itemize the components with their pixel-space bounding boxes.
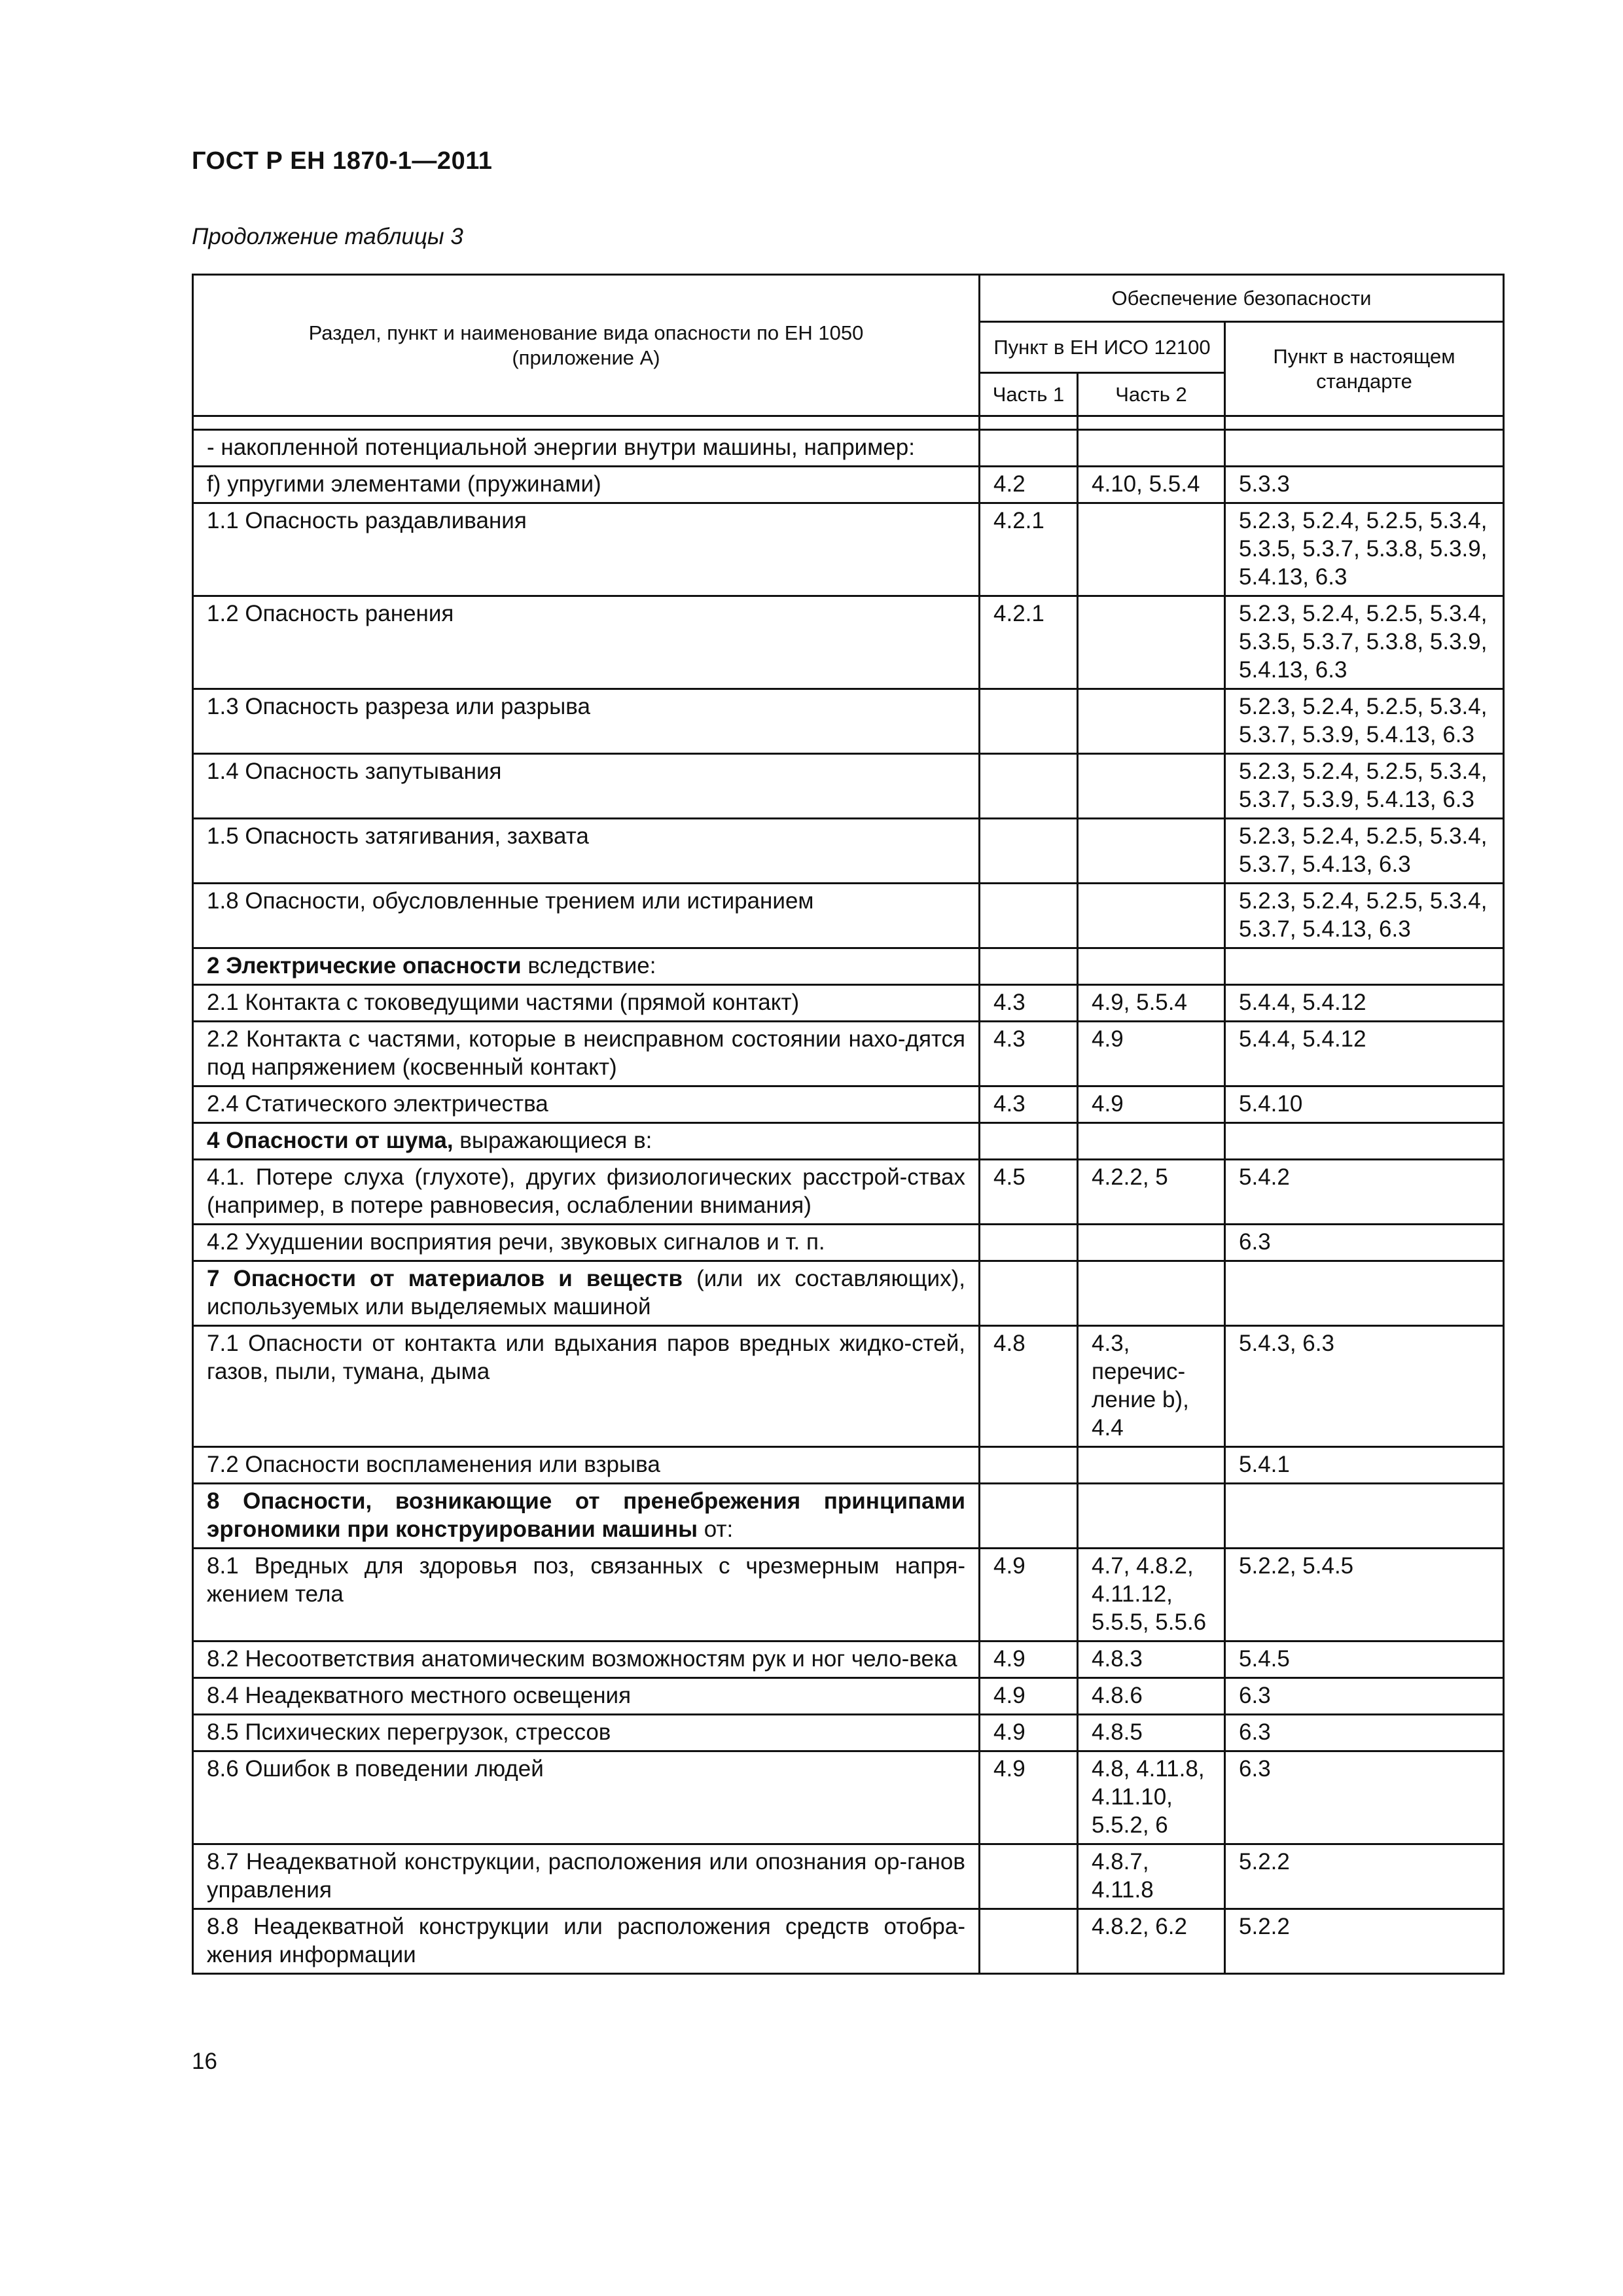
- hazard-text: 7.2 Опасности воспламенения или взрыва: [207, 1452, 660, 1477]
- standard-clause-cell: 5.2.3, 5.2.4, 5.2.5, 5.3.4, 5.3.5, 5.3.7, 5.3.8, 5.3.9, 5.4.13, 6.3: [1225, 503, 1504, 596]
- part1-cell: 4.9: [980, 1678, 1078, 1715]
- table-row: [193, 1715, 1504, 1751]
- hazard-cell: [193, 1160, 980, 1225]
- standard-clause-cell: 5.2.3, 5.2.4, 5.2.5, 5.3.4, 5.3.5, 5.3.7, 5.3.8, 5.3.9, 5.4.13, 6.3: [1225, 596, 1504, 689]
- hazard-cell: [193, 503, 980, 596]
- hazard-text: 2.2 Контакта с частями, которые в неисправном состоянии нахо-дятся под напряжением (косвенный контакт): [207, 1026, 965, 1080]
- hazard-cell: [193, 1715, 980, 1751]
- hazard-group-title: 4 Опасности от шума,: [207, 1128, 454, 1153]
- table-row: [193, 1123, 1504, 1160]
- hazard-cell: [193, 1549, 980, 1641]
- part2-cell: [1078, 1123, 1225, 1160]
- standard-clause-cell: 5.2.3, 5.2.4, 5.2.5, 5.3.4, 5.3.7, 5.3.9, 5.4.13, 6.3: [1225, 754, 1504, 819]
- part1-cell: 4.9: [980, 1641, 1078, 1678]
- hazard-text: - накопленной потенциальной энергии внутри машины, например:: [207, 435, 915, 460]
- table-row: [193, 819, 1504, 884]
- part2-cell: [1078, 1225, 1225, 1261]
- standard-clause-cell: 5.2.3, 5.2.4, 5.2.5, 5.3.4, 5.3.7, 5.3.9, 5.4.13, 6.3: [1225, 689, 1504, 754]
- hazard-text: 1.8 Опасности, обусловленные трением или истиранием: [207, 888, 814, 914]
- part2-cell: 4.9: [1078, 1086, 1225, 1123]
- part2-cell: [1078, 948, 1225, 985]
- standard-clause-cell: 5.4.4, 5.4.12: [1225, 985, 1504, 1022]
- standard-clause-cell: 5.4.10: [1225, 1086, 1504, 1123]
- standard-clause-cell: 5.4.2: [1225, 1160, 1504, 1225]
- table-row: [193, 1678, 1504, 1715]
- hazard-cell: [193, 1326, 980, 1447]
- standard-clause-cell: 5.4.5: [1225, 1641, 1504, 1678]
- part2-cell: [1078, 1447, 1225, 1484]
- table-row: [193, 948, 1504, 985]
- hazard-cell: [193, 819, 980, 884]
- part2-cell: [1078, 689, 1225, 754]
- standard-clause-cell: 6.3: [1225, 1751, 1504, 1844]
- hazard-text: 1.2 Опасность ранения: [207, 601, 454, 626]
- header-safety: Обеспечение безопасности: [980, 275, 1504, 322]
- standard-clause-cell: [1225, 1123, 1504, 1160]
- part1-cell: 4.2: [980, 467, 1078, 503]
- part1-cell: 4.3: [980, 1086, 1078, 1123]
- part1-cell: [980, 1909, 1078, 1974]
- header-section: Раздел, пункт и наименование вида опасности по ЕН 1050 (приложение А): [193, 275, 980, 416]
- hazard-text: 8.1 Вредных для здоровья поз, связанных с чрезмерным напря-жением тела: [207, 1553, 965, 1607]
- table-row: [193, 1086, 1504, 1123]
- table-row: [193, 503, 1504, 596]
- header-iso: Пункт в ЕН ИСО 12100: [980, 322, 1225, 373]
- part1-cell: [980, 1261, 1078, 1326]
- table-row: [193, 754, 1504, 819]
- hazard-text: 4.1. Потере слуха (глухоте), других физиологических расстрой-ствах (например, в потере равновесия, ослаблении внимания): [207, 1164, 965, 1218]
- part1-cell: 4.3: [980, 1022, 1078, 1086]
- part2-cell: [1078, 754, 1225, 819]
- table-row: [193, 1326, 1504, 1447]
- part2-cell: [1078, 1484, 1225, 1549]
- standard-clause-cell: [1225, 1261, 1504, 1326]
- table-row: [193, 1225, 1504, 1261]
- hazard-text: 2.1 Контакта с токоведущими частями (прямой контакт): [207, 990, 800, 1015]
- part1-cell: 4.2.1: [980, 596, 1078, 689]
- part1-cell: [980, 884, 1078, 948]
- hazard-cell: [193, 1909, 980, 1974]
- part2-cell: [1078, 884, 1225, 948]
- header-gap: [193, 416, 1504, 430]
- hazard-cell: [193, 948, 980, 985]
- table-row: [193, 1844, 1504, 1909]
- standard-clause-cell: 5.2.2, 5.4.5: [1225, 1549, 1504, 1641]
- hazard-text: 8.7 Неадекватной конструкции, расположения или опознания ор-ганов управления: [207, 1849, 965, 1903]
- hazard-text: 1.5 Опасность затягивания, захвата: [207, 823, 589, 849]
- hazard-cell: [193, 1484, 980, 1549]
- part1-cell: [980, 754, 1078, 819]
- hazard-cell: [193, 1447, 980, 1484]
- hazard-cell: [193, 1751, 980, 1844]
- hazard-text: 8.5 Психических перегрузок, стрессов: [207, 1719, 611, 1745]
- hazard-text: 2.4 Статического электричества: [207, 1091, 548, 1117]
- standard-clause-cell: 6.3: [1225, 1715, 1504, 1751]
- table-row: [193, 467, 1504, 503]
- part1-cell: 4.2.1: [980, 503, 1078, 596]
- header-part2: Часть 2: [1078, 373, 1225, 416]
- standard-clause-cell: 5.4.1: [1225, 1447, 1504, 1484]
- part2-cell: 4.8, 4.11.8, 4.11.10, 5.5.2, 6: [1078, 1751, 1225, 1844]
- hazard-text: 4.2 Ухудшении восприятия речи, звуковых сигналов и т. п.: [207, 1229, 825, 1255]
- table-body: [193, 416, 1504, 1974]
- hazard-cell: [193, 1123, 980, 1160]
- table-row: [193, 1160, 1504, 1225]
- part2-cell: 4.9: [1078, 1022, 1225, 1086]
- hazard-group-title: 7 Опасности от материалов и веществ: [207, 1266, 683, 1291]
- hazard-text: 7.1 Опасности от контакта или вдыхания паров вредных жидко-стей, газов, пыли, тумана, дыма: [207, 1331, 965, 1384]
- part2-cell: [1078, 503, 1225, 596]
- hazard-cell: [193, 884, 980, 948]
- part2-cell: 4.8.3: [1078, 1641, 1225, 1678]
- standard-clause-cell: [1225, 430, 1504, 467]
- hazard-cell: [193, 1844, 980, 1909]
- hazard-text: f) упругими элементами (пружинами): [207, 471, 601, 497]
- hazard-cell: [193, 467, 980, 503]
- part1-cell: 4.5: [980, 1160, 1078, 1225]
- table-row: [193, 1641, 1504, 1678]
- standard-clause-cell: [1225, 1484, 1504, 1549]
- standard-clause-cell: 5.4.3, 6.3: [1225, 1326, 1504, 1447]
- part2-cell: 4.8.5: [1078, 1715, 1225, 1751]
- part1-cell: 4.9: [980, 1751, 1078, 1844]
- part1-cell: 4.8: [980, 1326, 1078, 1447]
- hazard-cell: [193, 1261, 980, 1326]
- table-row: [193, 1909, 1504, 1974]
- hazard-cell: [193, 689, 980, 754]
- hazard-text: 8.6 Ошибок в поведении людей: [207, 1756, 544, 1782]
- hazard-cell: [193, 1641, 980, 1678]
- part1-cell: [980, 1225, 1078, 1261]
- standard-clause-cell: 5.2.3, 5.2.4, 5.2.5, 5.3.4, 5.3.7, 5.4.13, 6.3: [1225, 819, 1504, 884]
- hazard-text: вследствие:: [521, 953, 656, 978]
- table-row: [193, 1022, 1504, 1086]
- part2-cell: 4.10, 5.5.4: [1078, 467, 1225, 503]
- part2-cell: [1078, 819, 1225, 884]
- hazard-cell: [193, 1086, 980, 1123]
- table-row: [193, 1261, 1504, 1326]
- part2-cell: 4.3, перечис-ление b), 4.4: [1078, 1326, 1225, 1447]
- part1-cell: [980, 689, 1078, 754]
- hazard-text: 8.4 Неадекватного местного освещения: [207, 1683, 632, 1708]
- document-title: ГОСТ Р ЕН 1870-1—2011: [192, 147, 493, 175]
- standard-clause-cell: 5.3.3: [1225, 467, 1504, 503]
- header-current-standard: Пункт в настоящем стандарте: [1225, 322, 1504, 416]
- table-row: [193, 1447, 1504, 1484]
- table-row: [193, 689, 1504, 754]
- table-row: [193, 1549, 1504, 1641]
- table-row: [193, 430, 1504, 467]
- part2-cell: 4.8.2, 6.2: [1078, 1909, 1225, 1974]
- hazard-cell: [193, 1678, 980, 1715]
- hazard-text: от:: [698, 1516, 734, 1542]
- hazard-cell: [193, 985, 980, 1022]
- part1-cell: [980, 1123, 1078, 1160]
- part2-cell: 4.8.7, 4.11.8: [1078, 1844, 1225, 1909]
- table-row: [193, 596, 1504, 689]
- part2-cell: [1078, 596, 1225, 689]
- part2-cell: 4.2.2, 5: [1078, 1160, 1225, 1225]
- part2-cell: 4.8.6: [1078, 1678, 1225, 1715]
- hazard-cell: [193, 1225, 980, 1261]
- hazard-text: 1.4 Опасность запутывания: [207, 759, 502, 784]
- table-row: [193, 1751, 1504, 1844]
- page-number: 16: [192, 2049, 217, 2074]
- hazard-cell: [193, 754, 980, 819]
- part1-cell: 4.9: [980, 1715, 1078, 1751]
- part1-cell: [980, 948, 1078, 985]
- standard-clause-cell: 5.2.2: [1225, 1909, 1504, 1974]
- hazards-table: [192, 274, 1505, 1975]
- table-row: [193, 884, 1504, 948]
- standard-clause-cell: 6.3: [1225, 1225, 1504, 1261]
- hazard-cell: [193, 430, 980, 467]
- part2-cell: 4.9, 5.5.4: [1078, 985, 1225, 1022]
- hazard-text: 8.8 Неадекватной конструкции или расположения средств отобра-жения информации: [207, 1914, 965, 1967]
- part1-cell: [980, 1447, 1078, 1484]
- hazard-cell: [193, 1022, 980, 1086]
- hazard-cell: [193, 596, 980, 689]
- hazard-text: выражающиеся в:: [453, 1128, 652, 1153]
- standard-clause-cell: [1225, 948, 1504, 985]
- hazard-text: 8.2 Несоответствия анатомическим возможностям рук и ног чело-века: [207, 1646, 957, 1672]
- hazard-text: (или их составляющих), используемых или выделяемых машиной: [207, 1266, 965, 1319]
- standard-clause-cell: 6.3: [1225, 1678, 1504, 1715]
- hazard-group-title: 2 Электрические опасности: [207, 953, 522, 978]
- table-row: [193, 985, 1504, 1022]
- part1-cell: 4.9: [980, 1549, 1078, 1641]
- part2-cell: 4.7, 4.8.2, 4.11.12, 5.5.5, 5.5.6: [1078, 1549, 1225, 1641]
- hazard-group-title: 8 Опасности, возникающие от пренебрежения принципами эргономики при конструировании машины: [207, 1488, 965, 1542]
- table-row: [193, 1484, 1504, 1549]
- standard-clause-cell: 5.4.4, 5.4.12: [1225, 1022, 1504, 1086]
- header-part1: Часть 1: [980, 373, 1078, 416]
- part1-cell: [980, 1844, 1078, 1909]
- table-caption: Продолжение таблицы 3: [192, 224, 463, 249]
- part1-cell: [980, 819, 1078, 884]
- part1-cell: 4.3: [980, 985, 1078, 1022]
- part2-cell: [1078, 1261, 1225, 1326]
- part1-cell: [980, 1484, 1078, 1549]
- standard-clause-cell: 5.2.3, 5.2.4, 5.2.5, 5.3.4, 5.3.7, 5.4.13, 6.3: [1225, 884, 1504, 948]
- standard-clause-cell: 5.2.2: [1225, 1844, 1504, 1909]
- hazard-text: 1.1 Опасность раздавливания: [207, 508, 527, 533]
- hazard-text: 1.3 Опасность разреза или разрыва: [207, 694, 590, 719]
- part1-cell: [980, 430, 1078, 467]
- part2-cell: [1078, 430, 1225, 467]
